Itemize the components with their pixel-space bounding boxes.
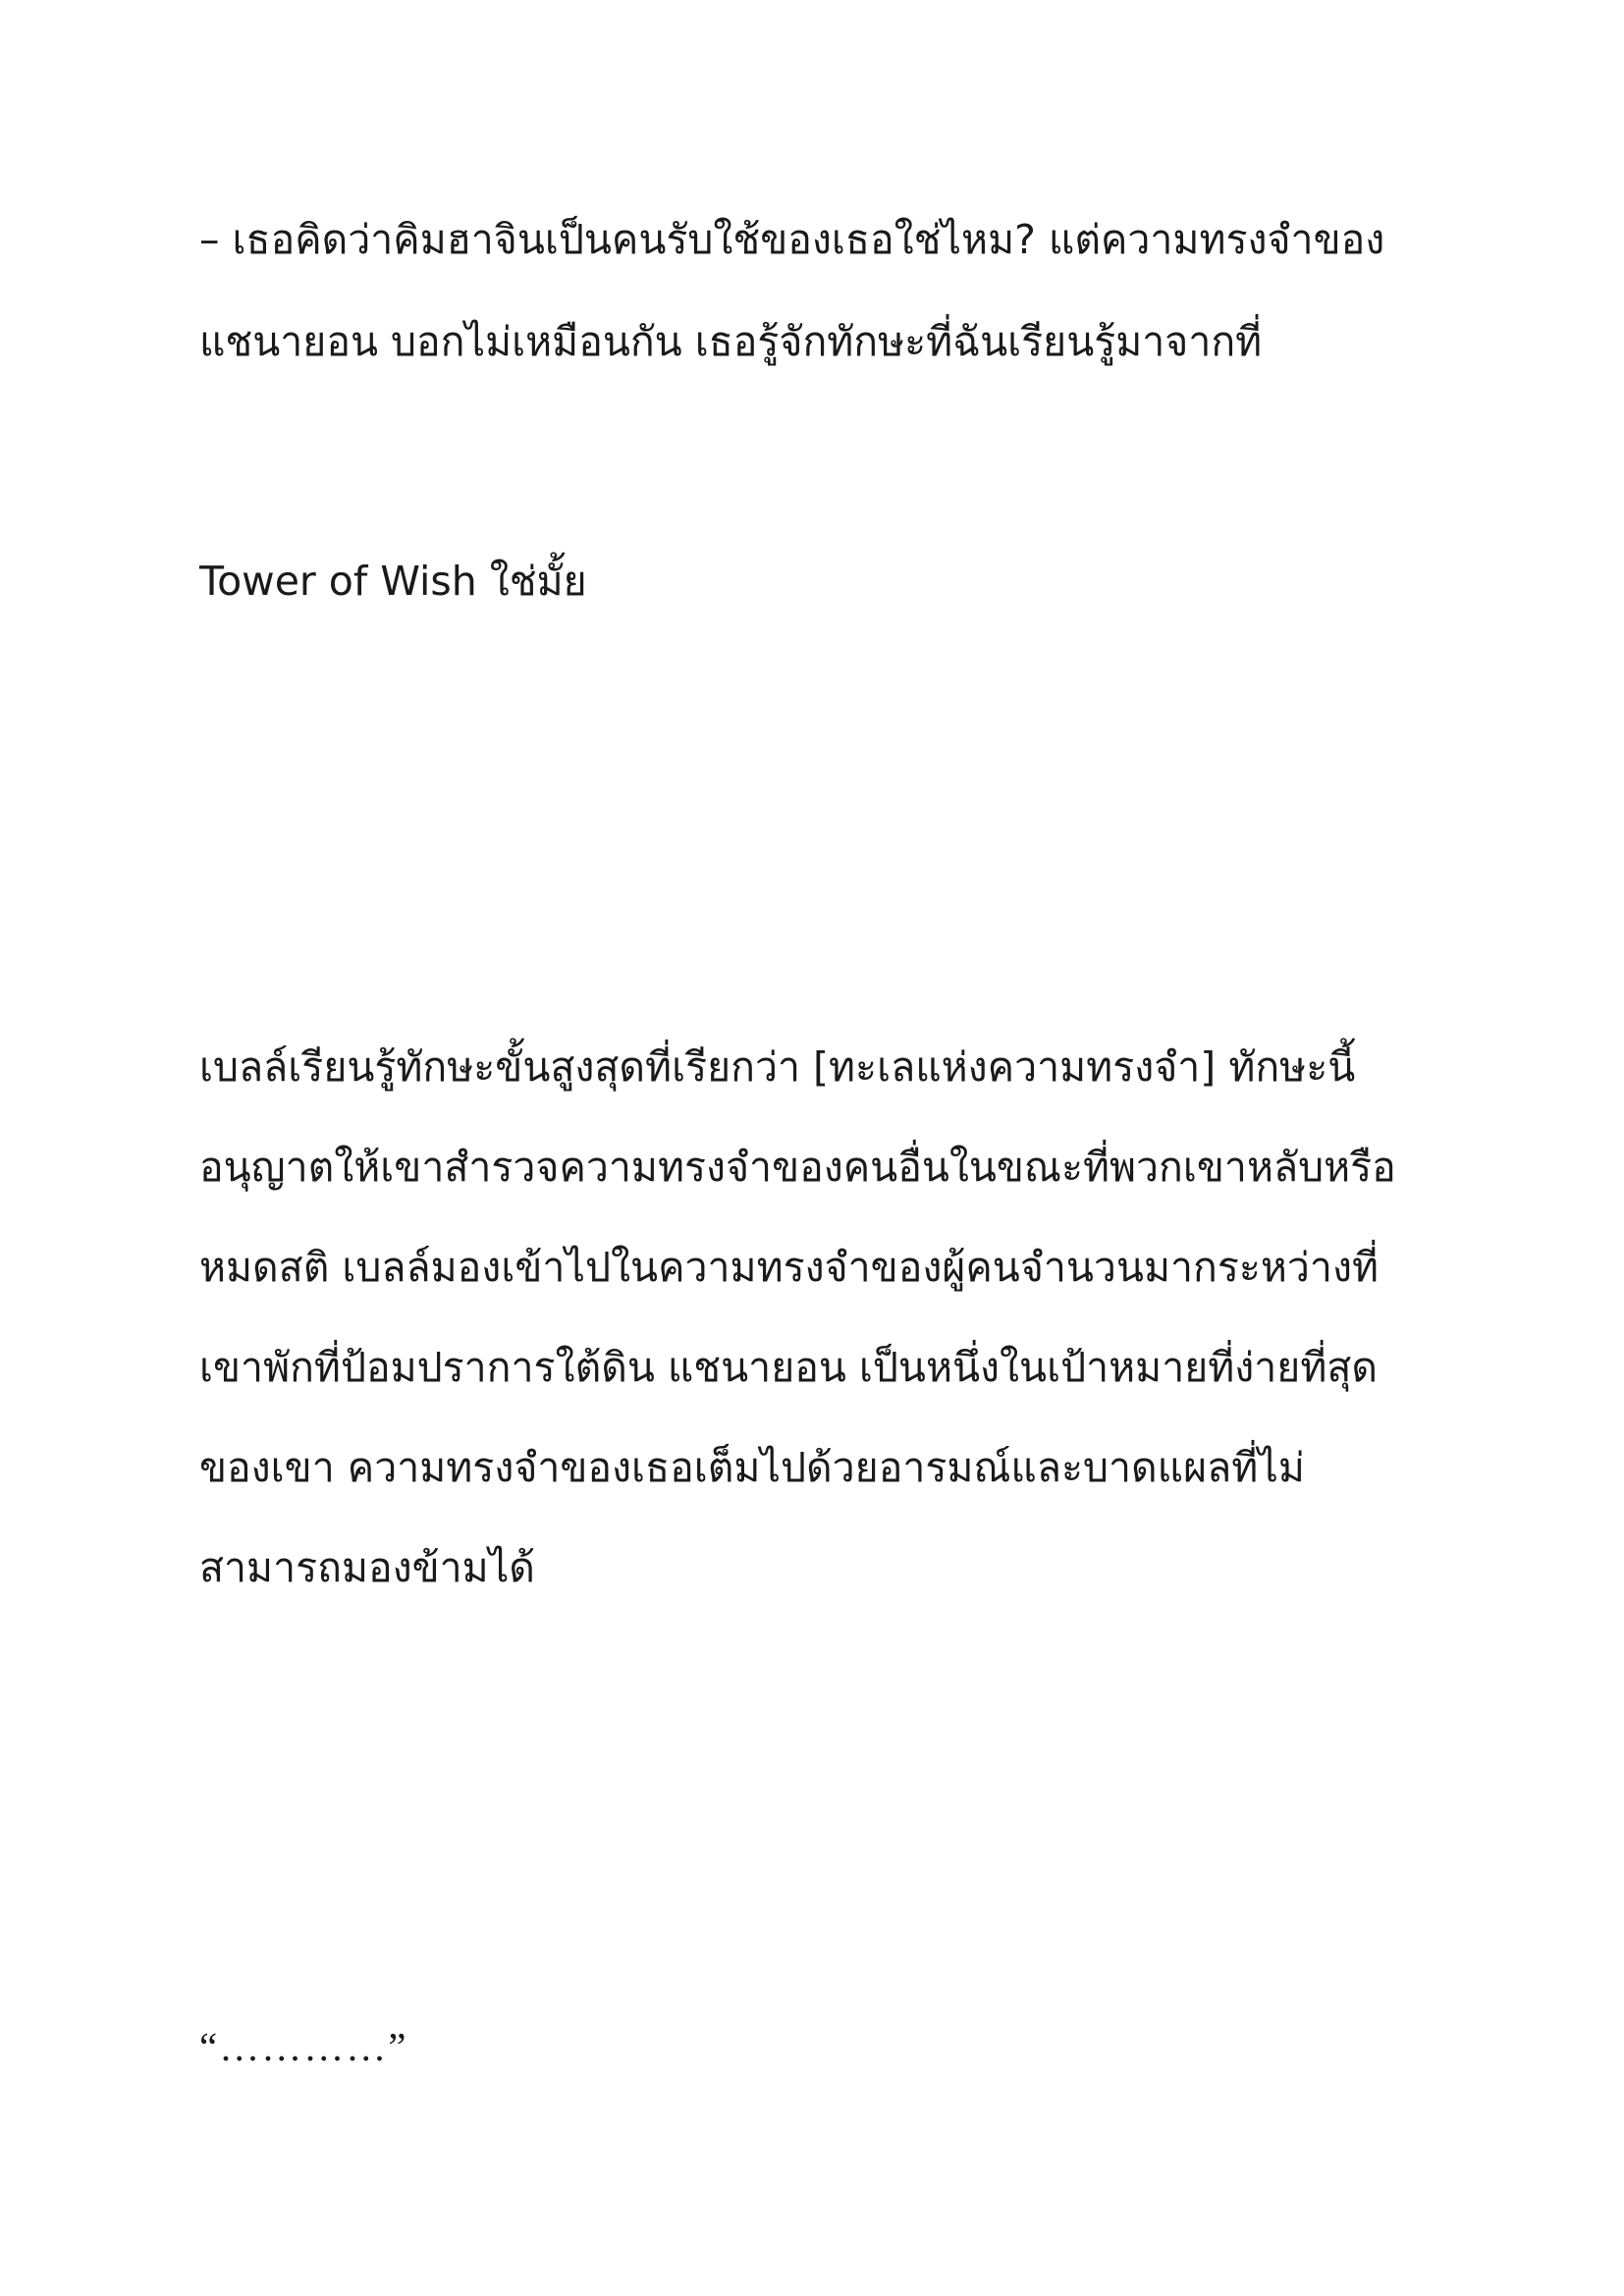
text-line: หมดสติ เบลล์มองเข้าไปในความทรงจำของผู้คนจำนวนมากระหว่างที่	[199, 1244, 1379, 1291]
text-line: – เธอคิดว่าคิมฮาจินเป็นคนรับใช้ของเธอใช่ไหม? แต่ความทรงจำของ	[199, 216, 1385, 263]
text-line: Tower of Wish ใช่มั้ย	[199, 558, 587, 605]
text-line: แชนายอน บอกไม่เหมือนกัน เธอรู้จักทักษะที่ฉันเรียนรู้มาจากที่	[199, 318, 1263, 365]
text-line: สามารถมองข้ามได้	[199, 1544, 535, 1591]
text-line: เบลล์เรียนรู้ทักษะขั้นสูงสุดที่เรียกว่า [ทะเลแห่งความทรงจำ] ทักษะนี้	[199, 1043, 1356, 1091]
text-line: ของเขา ความทรงจำของเธอเต็มไปด้วยอารมณ์และบาดแผลที่ไม่	[199, 1444, 1305, 1491]
ellipsis-quote: “…………”	[199, 2024, 408, 2069]
text-line: อนุญาตให้เขาสำรวจความทรงจำของคนอื่นในขณะที่พวกเขาหลับหรือ	[199, 1144, 1396, 1191]
text-line: เขาพักที่ป้อมปราการใต้ดิน แชนายอน เป็นหนึ่งในเป้าหมายที่ง่ายที่สุด	[199, 1344, 1379, 1391]
